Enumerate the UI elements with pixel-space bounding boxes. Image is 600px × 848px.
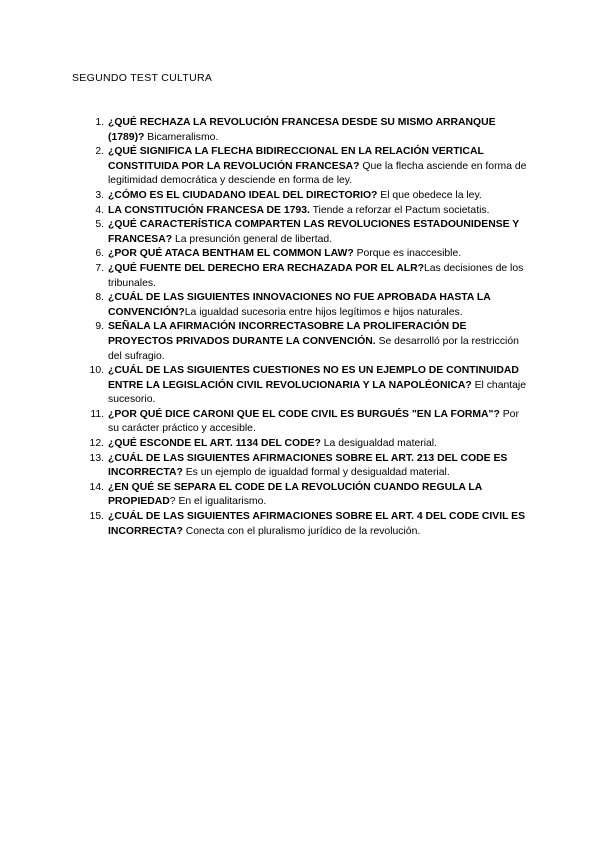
question-text: ¿POR QUÉ DICE CARONI QUE EL CODE CIVIL ES BURGUÉS "EN LA FORMA"?	[108, 408, 500, 420]
item-number: 11.	[90, 408, 104, 420]
item-number: 5.	[95, 219, 104, 231]
item-number: 14.	[89, 481, 104, 493]
list-item	[88, 262, 528, 291]
list-item	[88, 145, 528, 189]
list-item	[88, 437, 528, 452]
list-item	[88, 116, 528, 145]
item-number: 3.	[95, 189, 104, 201]
item-number: 4.	[95, 204, 104, 216]
question-text: ¿QUÉ RECHAZA LA REVOLUCIÓN FRANCESA DESDE SU MISMO ARRANQUE (1789)?	[108, 117, 496, 143]
item-number: 9.	[95, 321, 104, 333]
question-text: ¿QUÉ SIGNIFICA LA FLECHA BIDIRECCIONAL EN LA RELACIÓN VERTICAL CONSTITUIDA POR LA REVOLUCIÓN FRANCESA?	[108, 146, 484, 172]
answer-text: Tiende a reforzar el Pactum societatis.	[309, 204, 490, 216]
item-number: 15.	[89, 511, 104, 523]
list-item	[88, 204, 528, 219]
question-text: ¿EN QUÉ SE SEPARA EL CODE DE LA REVOLUCIÓN CUANDO REGULA LA PROPIEDAD	[108, 481, 482, 508]
list-item	[88, 510, 528, 539]
question-text: ¿CUÁL DE LAS SIGUIENTES CUESTIONES NO ES UN EJEMPLO DE CONTINUIDAD ENTRE LA LEGISLACIÓN CIVIL REVOLUCIONARIA Y LA NAPOLÉONICA?	[108, 365, 519, 391]
question-text: ¿QUÉ FUENTE DEL DERECHO ERA RECHAZADA POR EL ALR?	[108, 262, 424, 274]
list-item	[88, 408, 528, 437]
item-number: 7.	[95, 262, 104, 274]
answer-text: Porque es inaccesible.	[353, 248, 462, 260]
answer-text: ? En el igualitarismo.	[169, 496, 267, 508]
list-item	[88, 218, 528, 247]
answer-text: Es un ejemplo de igualdad formal y desigualdad material.	[182, 467, 450, 479]
question-text: ¿CUÁL DE LAS SIGUIENTES INNOVACIONES NO FUE APROBADA HASTA LA CONVENCIÓN?	[108, 292, 491, 318]
document-title: SEGUNDO TEST CULTURA	[72, 72, 213, 84]
answer-text: Se desarrolló por la restricción del sufragio.	[108, 335, 519, 362]
answer-text: El chantaje sucesorio.	[108, 379, 527, 406]
question-text: ¿POR QUÉ ATACA BENTHAM EL COMMON LAW?	[108, 248, 354, 260]
answer-text: Conecta con el pluralismo jurídico de la revolución.	[182, 525, 421, 537]
answer-text: La igualdad sucesoria entre hijos legítimos e hijos naturales.	[184, 306, 463, 318]
question-text: ¿QUÉ CARACTERÍSTICA COMPARTEN LAS REVOLUCIONES ESTADOUNIDENSE Y FRANCESA?	[108, 219, 520, 245]
list-item	[88, 452, 528, 481]
question-list	[88, 116, 528, 539]
question-text: ¿CUÁL DE LAS SIGUIENTES AFIRMACIONES SOBRE EL ART. 4 DEL CODE CIVIL ES INCORRECTA?	[108, 511, 526, 537]
answer-text: El que obedece la ley.	[377, 189, 482, 201]
item-number: 13.	[89, 452, 104, 464]
question-text: ¿CUÁL DE LAS SIGUIENTES AFIRMACIONES SOBRE EL ART. 213 DEL CODE ES INCORRECTA?	[108, 452, 508, 479]
question-text: ¿QUÉ ESCONDE EL ART. 1134 DEL CODE?	[108, 438, 321, 450]
item-number: 1.	[95, 117, 104, 128]
question-text: LA CONSTITUCIÓN FRANCESA DE 1793.	[108, 204, 310, 216]
item-number: 12.	[89, 438, 104, 450]
list-item	[88, 189, 528, 204]
answer-text: Bicameralismo.	[144, 131, 219, 143]
answer-text: Que la flecha asciende en forma de legitimidad democrática y desciende en forma de ley.	[108, 160, 527, 187]
list-item	[88, 247, 528, 262]
list-item	[88, 364, 528, 408]
answer-text: La presunción general de libertad.	[172, 233, 333, 245]
list-item	[88, 320, 528, 364]
item-number: 10.	[89, 365, 104, 377]
list-item	[88, 481, 528, 510]
answer-text: Las decisiones de los tribunales.	[108, 262, 524, 289]
item-number: 2.	[95, 146, 104, 158]
item-number: 8.	[95, 292, 104, 304]
answer-text: Por su carácter práctico y accesible.	[108, 408, 519, 435]
question-text: ¿CÓMO ES EL CIUDADANO IDEAL DEL DIRECTORIO?	[108, 189, 378, 201]
item-number: 6.	[95, 248, 104, 260]
question-text: SEÑALA LA AFIRMACIÓN INCORRECTASOBRE LA PROLIFERACIÓN DE PROYECTOS PRIVADOS DURANTE LA CONVENCIÓN.	[108, 321, 467, 347]
answer-text: La desigualdad material.	[320, 438, 437, 450]
list-item	[88, 291, 528, 320]
